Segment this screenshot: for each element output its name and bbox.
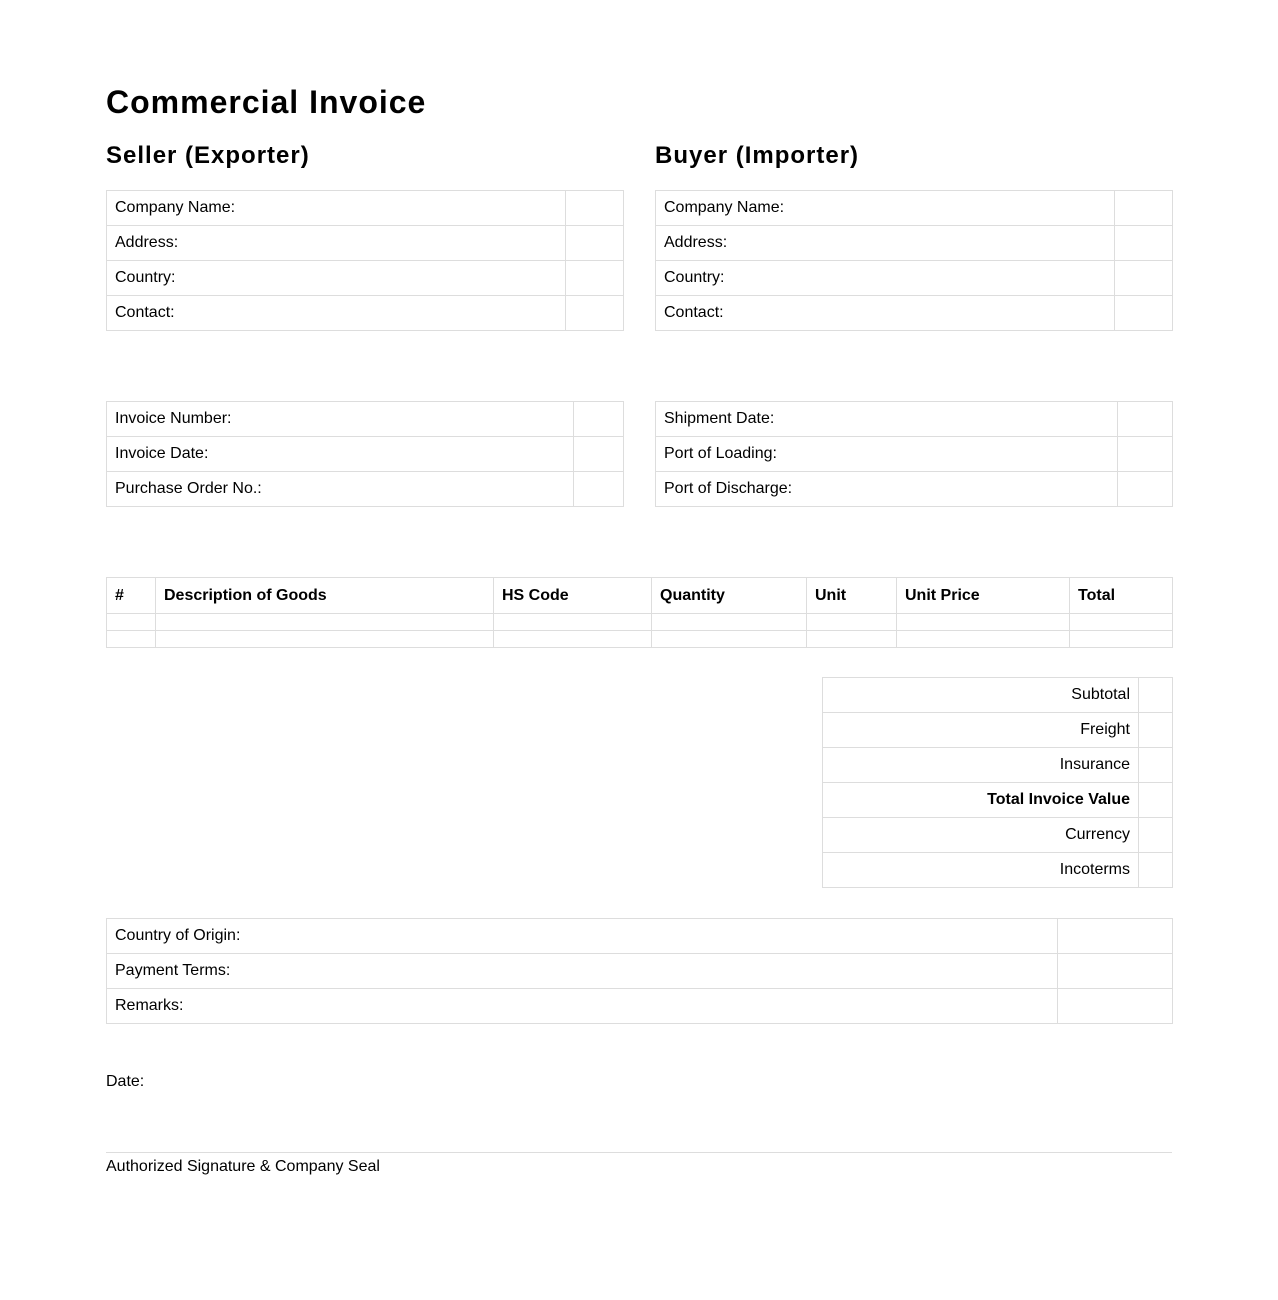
items-table: [106, 577, 1173, 648]
total-invoice-value-row: [823, 783, 1173, 818]
totals-label: Currency: [823, 818, 1139, 853]
cell[interactable]: [156, 631, 494, 648]
cell[interactable]: [494, 631, 652, 648]
cell[interactable]: [1070, 631, 1173, 648]
incoterms-row: [823, 853, 1173, 888]
subtotal-value[interactable]: [1139, 678, 1173, 713]
field-label: Port of Discharge:: [656, 472, 1118, 507]
shipment-info-table: [655, 401, 1173, 507]
invoice-number-row: [107, 402, 624, 437]
field-label: Country:: [656, 261, 1115, 296]
page-title: Commercial Invoice: [106, 84, 427, 120]
field-label: Address:: [107, 226, 566, 261]
field-label: Payment Terms:: [107, 954, 1058, 989]
freight-value[interactable]: [1139, 713, 1173, 748]
signature-label: Authorized Signature & Company Seal: [106, 1158, 380, 1175]
shipment-date-value[interactable]: [1118, 402, 1173, 437]
table-row: [107, 631, 1173, 648]
invoice-info-table: [106, 401, 624, 507]
remarks-value[interactable]: [1058, 989, 1173, 1024]
country-of-origin-row: [107, 919, 1173, 954]
field-label: Invoice Date:: [107, 437, 574, 472]
invoice-number-value[interactable]: [574, 402, 624, 437]
field-label: Country:: [107, 261, 566, 296]
cell[interactable]: [897, 614, 1070, 631]
totals-label: Subtotal: [823, 678, 1139, 713]
buyer-table: [655, 190, 1173, 331]
buyer-row-country: [656, 261, 1173, 296]
field-label: Remarks:: [107, 989, 1058, 1024]
column-header-quantity: Quantity: [652, 578, 807, 614]
seller-company-value[interactable]: [566, 191, 624, 226]
totals-table: [822, 677, 1173, 888]
seller-heading: Seller (Exporter): [106, 142, 310, 169]
signature-line[interactable]: [106, 1152, 1172, 1153]
field-label: Port of Loading:: [656, 437, 1118, 472]
currency-row: [823, 818, 1173, 853]
table-row: [107, 614, 1173, 631]
freight-row: [823, 713, 1173, 748]
column-header-description: Description of Goods: [156, 578, 494, 614]
buyer-address-value[interactable]: [1115, 226, 1173, 261]
field-label: Company Name:: [107, 191, 566, 226]
seller-country-value[interactable]: [566, 261, 624, 296]
buyer-heading: Buyer (Importer): [655, 142, 860, 169]
seller-row-country: [107, 261, 624, 296]
port-discharge-value[interactable]: [1118, 472, 1173, 507]
seller-row-contact: [107, 296, 624, 331]
field-label: Shipment Date:: [656, 402, 1118, 437]
items-header-row: [107, 578, 1173, 614]
purchase-order-row: [107, 472, 624, 507]
field-label: Purchase Order No.:: [107, 472, 574, 507]
totals-label: Freight: [823, 713, 1139, 748]
port-loading-row: [656, 437, 1173, 472]
invoice-date-value[interactable]: [574, 437, 624, 472]
field-label: Address:: [656, 226, 1115, 261]
seller-contact-value[interactable]: [566, 296, 624, 331]
additional-info-table: [106, 918, 1173, 1024]
cell[interactable]: [807, 631, 897, 648]
buyer-contact-value[interactable]: [1115, 296, 1173, 331]
payment-terms-row: [107, 954, 1173, 989]
field-label: Invoice Number:: [107, 402, 574, 437]
invoice-date-row: [107, 437, 624, 472]
buyer-row-contact: [656, 296, 1173, 331]
seller-table: [106, 190, 624, 331]
cell[interactable]: [107, 614, 156, 631]
totals-label: Insurance: [823, 748, 1139, 783]
insurance-value[interactable]: [1139, 748, 1173, 783]
column-header-number: #: [107, 578, 156, 614]
buyer-company-value[interactable]: [1115, 191, 1173, 226]
cell[interactable]: [652, 614, 807, 631]
payment-terms-value[interactable]: [1058, 954, 1173, 989]
buyer-row-address: [656, 226, 1173, 261]
field-label: Country of Origin:: [107, 919, 1058, 954]
totals-label: Incoterms: [823, 853, 1139, 888]
column-header-unit: Unit: [807, 578, 897, 614]
cell[interactable]: [1070, 614, 1173, 631]
cell[interactable]: [652, 631, 807, 648]
seller-row-address: [107, 226, 624, 261]
shipment-date-row: [656, 402, 1173, 437]
buyer-country-value[interactable]: [1115, 261, 1173, 296]
cell[interactable]: [494, 614, 652, 631]
total-invoice-value[interactable]: [1139, 783, 1173, 818]
column-header-total: Total: [1070, 578, 1173, 614]
column-header-hs-code: HS Code: [494, 578, 652, 614]
seller-address-value[interactable]: [566, 226, 624, 261]
field-label: Company Name:: [656, 191, 1115, 226]
cell[interactable]: [807, 614, 897, 631]
field-label: Contact:: [107, 296, 566, 331]
buyer-row-company: [656, 191, 1173, 226]
remarks-row: [107, 989, 1173, 1024]
column-header-unit-price: Unit Price: [897, 578, 1070, 614]
port-loading-value[interactable]: [1118, 437, 1173, 472]
seller-row-company: [107, 191, 624, 226]
incoterms-value[interactable]: [1139, 853, 1173, 888]
currency-value[interactable]: [1139, 818, 1173, 853]
field-label: Contact:: [656, 296, 1115, 331]
cell[interactable]: [107, 631, 156, 648]
totals-label: Total Invoice Value: [823, 783, 1139, 818]
insurance-row: [823, 748, 1173, 783]
cell[interactable]: [897, 631, 1070, 648]
cell[interactable]: [156, 614, 494, 631]
country-of-origin-value[interactable]: [1058, 919, 1173, 954]
subtotal-row: [823, 678, 1173, 713]
purchase-order-value[interactable]: [574, 472, 624, 507]
date-label: Date:: [106, 1073, 145, 1090]
port-discharge-row: [656, 472, 1173, 507]
